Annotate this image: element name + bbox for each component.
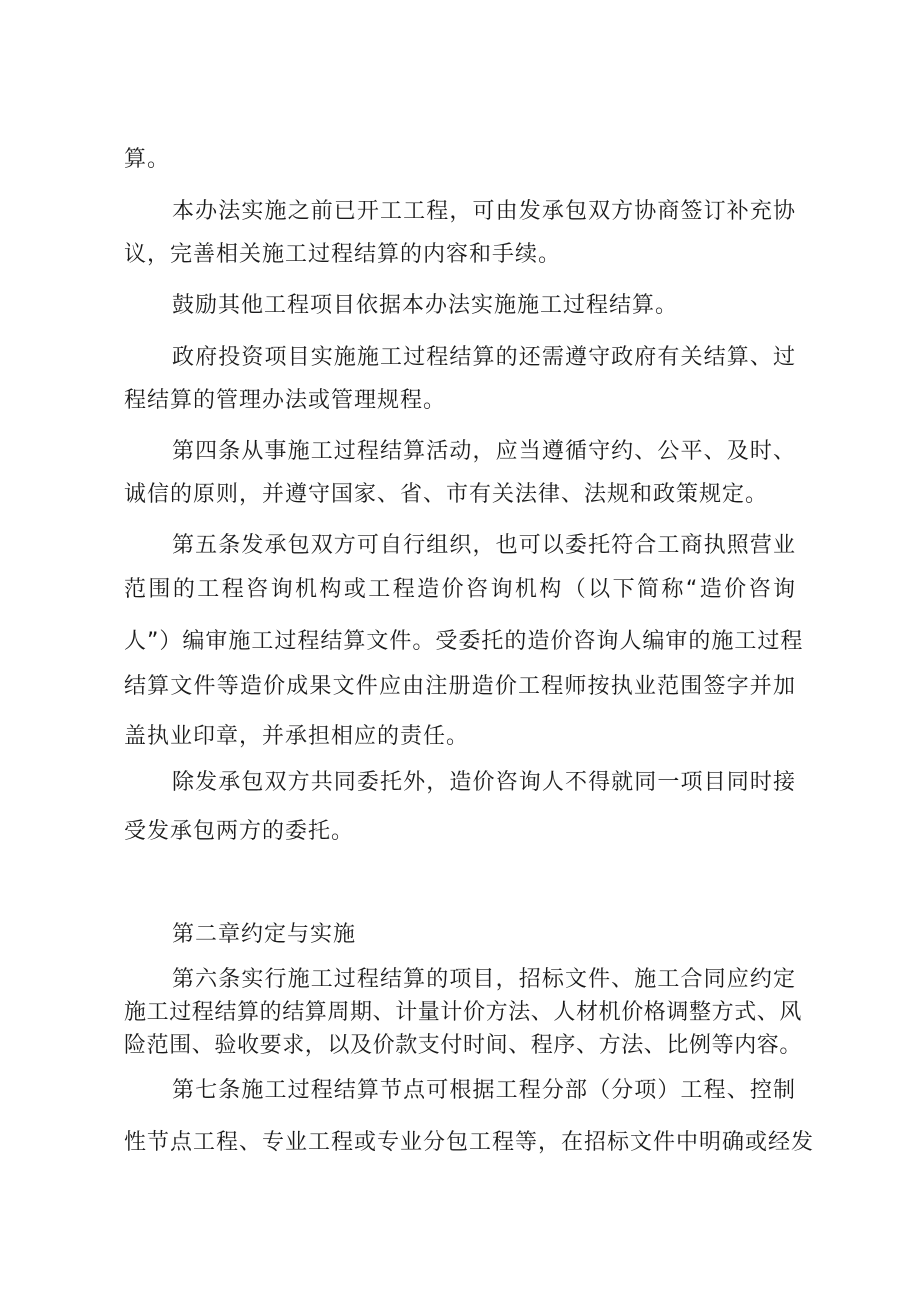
paragraph-line: 第五条发承包双方可自行组织，也可以委托符合工商执照营业 — [172, 533, 796, 558]
paragraph-line: 第四条从事施工过程结算活动，应当遵循守约、公平、及时、 — [172, 439, 796, 464]
paragraph-line: 范围的工程咨询机构或工程造价咨询机构（以下简称“造价咨询 — [124, 577, 796, 602]
paragraph-line: 受发承包两方的委托。 — [124, 819, 355, 844]
paragraph-line: 盖执业印章，并承担相应的责任。 — [124, 724, 470, 749]
paragraph-line: 算。 — [124, 147, 171, 172]
paragraph-line: 政府投资项目实施施工过程结算的还需遵守政府有关结算、过 — [172, 345, 796, 370]
paragraph-line: 本办法实施之前已开工工程，可由发承包双方协商签订补充协 — [172, 199, 796, 224]
chapter-heading: 第二章约定与实施 — [172, 922, 357, 947]
paragraph-line: 险范围、验收要求，以及价款支付时间、程序、方法、比例等内容。 — [124, 1033, 803, 1058]
paragraph-line: 议，完善相关施工过程结算的内容和手续。 — [124, 242, 562, 267]
paragraph-line: 鼓励其他工程项目依据本办法实施施工过程结算。 — [172, 293, 679, 318]
paragraph-line: 施工过程结算的结算周期、计量计价方法、人材机价格调整方式、风 — [124, 1000, 803, 1025]
paragraph-line: 程结算的管理办法或管理规程。 — [124, 388, 447, 413]
paragraph-line: 除发承包双方共同委托外，造价咨询人不得就同一项目同时接 — [172, 770, 796, 795]
paragraph-line: 性节点工程、专业工程或专业分包工程等，在招标文件中明确或经发 — [124, 1130, 815, 1155]
paragraph-line: 结算文件等造价成果文件应由注册造价工程师按执业范围签字并加 — [124, 674, 796, 699]
paragraph-line: 诚信的原则，并遵守国家、省、市有关法律、法规和政策规定。 — [124, 482, 769, 507]
paragraph-line: 第七条施工过程结算节点可根据工程分部（分项）工程、控制 — [172, 1078, 796, 1103]
paragraph-line: 人”）编审施工过程结算文件。受委托的造价咨询人编审的施工过程 — [124, 629, 804, 654]
paragraph-line: 第六条实行施工过程结算的项目，招标文件、施工合同应约定 — [172, 967, 796, 992]
